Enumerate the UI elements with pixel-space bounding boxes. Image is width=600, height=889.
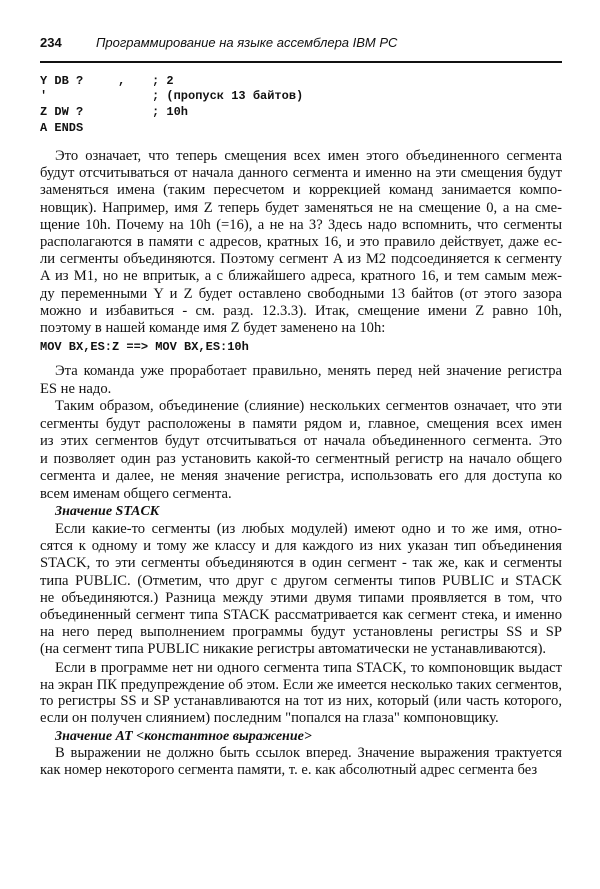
- running-header-title: Программирование на языке ассемблера IBM PC: [96, 35, 398, 50]
- code-label: Y DB ?: [40, 74, 84, 88]
- header-rule: [40, 61, 562, 63]
- text-line: всем именам общего сегмента.: [40, 485, 232, 502]
- text-line: щение 10h. Почему на 10h (=16), а не на 3? Здесь надо вспомнить, что сегменты: [40, 216, 562, 233]
- text-line: ли сегменты объединяются. Поэтому сегмент A из M2 подсоединяется к сегменту: [40, 251, 562, 268]
- text-line: поэтому в нашей команде имя Z будет заменено на 10h:: [40, 320, 386, 336]
- text-line: ES не надо.: [40, 380, 112, 397]
- text-line: располагаются в памяти с адресов, кратных 16, и это правило действует, даже ес-: [40, 234, 562, 250]
- text-line: ду переменными Y и Z будет оставлено свободными 13 байтов (от этого зазора: [40, 285, 562, 302]
- text-line: будут отсчитываться от начала данного сегмента и именно на эти смещения будут: [40, 165, 562, 182]
- text-line: A из M1, но не впритык, а с ближайшего адреса, кратного 16, и тем самым меж-: [40, 268, 562, 285]
- text-line: STACK, то эти сегменты объединяются в один сегмент - так же, как и сегменты: [40, 555, 562, 572]
- code-label: A ENDS: [40, 121, 84, 135]
- code-comment: ; 10h: [152, 105, 189, 119]
- text-line: (на сегмент типа PUBLIC никакие регистры автоматически не устанавливаются).: [40, 641, 547, 658]
- code-line: MOV BX,ES:Z ==> MOV BX,ES:10h: [40, 340, 249, 354]
- code-mark: ,: [118, 74, 126, 88]
- text-line: на экран ПК предупреждение об этом. Если же имеется несколько таких сегментов,: [40, 676, 562, 693]
- text-line: Если какие-то сегменты (из любых модулей) имеют одно и то же имя, отно-: [55, 521, 562, 537]
- text-line: и позволяет один раз установить какой-то сегментный регистр на начало общего: [40, 450, 562, 467]
- text-line: сегмента и далее, не меняя значение регистра, использовать его для доступа ко: [40, 468, 562, 484]
- text-line: новщик). Например, имя Z теперь будет заменяться не на смещение 0, а на сме-: [40, 199, 562, 216]
- text-line: сятся к одному и тому же классу и для каждого из них указан тип объединения: [40, 538, 562, 555]
- code-label: Z DW ?: [40, 105, 84, 119]
- text-line: то регистры SS и SP устанавливаются на тот из них, который (или часть которого,: [40, 693, 562, 710]
- text-line: типа PUBLIC. (Отметим, что друг с другом сегменты типов PUBLIC и STACK: [40, 572, 562, 589]
- section-heading: Значение STACK: [55, 504, 160, 519]
- text-line: из этих сегментов будут отсчитываться от начала объединенного сегмента. Это: [40, 433, 562, 449]
- text-line: Если в программе нет ни одного сегмента типа STACK, то компоновщик выдаст: [55, 660, 562, 676]
- text-line: если он получен слиянием) последним "попался на глаза" компоновщику.: [40, 709, 499, 726]
- text-line: В выражении не должно быть ссылок вперед. Значение выражения трактуется: [55, 745, 562, 761]
- text-line: Эта команда уже проработает правильно, менять перед ней значение регистра: [55, 363, 562, 379]
- page-number: 234: [40, 35, 62, 50]
- text-line: Это означает, что теперь смещения всех имен этого объединенного сегмента: [55, 148, 562, 164]
- text-line: заменяться имена (таким пересчетом и коррекцией команд занимается компо-: [40, 182, 562, 199]
- text-line: как номер некоторого сегмента памяти, т. е. как абсолютный адрес сегмента без: [40, 761, 538, 778]
- code-comment: ; 2: [152, 74, 174, 88]
- section-heading: Значение AT <константное выражение>: [55, 729, 312, 744]
- code-comment: ; (пропуск 13 байтов): [152, 89, 304, 103]
- text-line: не объединяются.) Разница между этими двумя типами проявляется в том, что: [40, 589, 562, 606]
- text-line: сегменты будут расположены в памяти рядом и, главное, смещения всех имен: [40, 415, 562, 432]
- text-line: можно и избавиться - см. разд. 12.3.3). Итак, смещение имени Z равно 10h,: [40, 302, 562, 319]
- text-line: объединенный сегмент типа STACK рассматривается как сегмент стека, и именно: [40, 607, 562, 623]
- text-line: Таким образом, объединение (слияние) нескольких сегментов означает, что эти: [55, 398, 562, 414]
- text-line: на него перед выполнением программы будут установлены регистры SS и SP: [40, 624, 562, 641]
- code-label: ': [40, 89, 48, 103]
